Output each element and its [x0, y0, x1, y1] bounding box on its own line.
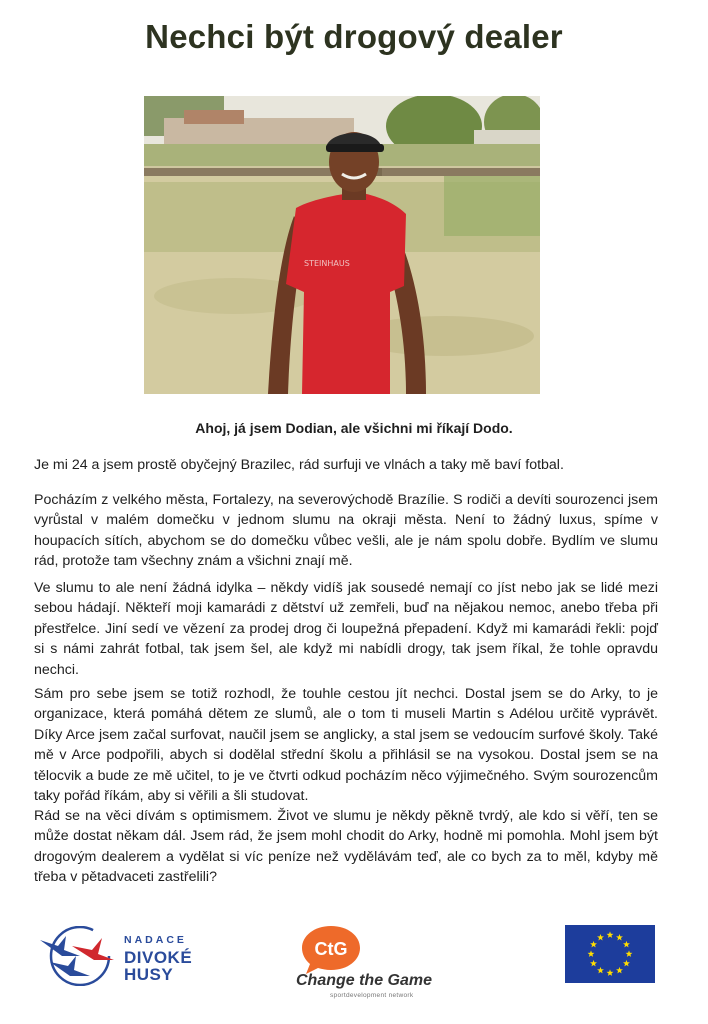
paragraph: Sám pro sebe jsem se totiž rozhodl, že touhle cestou jít nechci. Dostal jsem se do Arky, to je organizace, která pomáhá dětem ze slumů, ale o tom ti museli Martin s Adélou určitě vyprávět. Díky Arce jsem začal surfovat, naučil jsem se anglicky, a stal jsem se vedoucím surfové školy. Také mě v Arce podpořili, abych si dodělal střední školu a přihlásil se na vysokou. Dostal jsem se na tělocvik a bude ze mě učitel, to je ve čtvrti odkud pocházím něco výjimečného. Svým sourozencům taky pořád říkám, aby si věřili a šli studovat.: [34, 686, 658, 805]
eu-star-icon: [607, 969, 614, 976]
paragraph: Je mi 24 a jsem prostě obyčejný Brazilec, rád surfuji ve vlnách a taky mě baví fotbal.: [34, 457, 564, 473]
husy-line3: HUSY: [124, 965, 174, 984]
husy-wordmark: [124, 932, 192, 983]
geese-icon: [36, 926, 122, 986]
eu-star-icon: [626, 950, 633, 957]
eu-star-icon: [590, 941, 597, 948]
ctg-tagline: sportdevelopment network: [330, 992, 414, 999]
photo-caption: Ahoj, já jsem Dodian, ale všichni mi říkají Dodo.: [195, 420, 513, 436]
speech-bubble-icon: [300, 924, 362, 976]
paragraph: Pocházím z velkého města, Fortalezy, na severovýchodě Brazílie. S rodiči a devíti sourozenci jsem vyrůstal v malém domečku v jednom slumu na okraji města. Není to žádný luxus, spíme v houpacích sítích, abychom se do domečku vůbec vešli, ale je nám spolu dobře. Bydlím ve slumu rád, protože tam všechny znám a všichni znají mě.: [34, 492, 658, 570]
eu-star-icon: [616, 967, 623, 974]
shirt-print: STEINHAUS: [304, 259, 350, 268]
eu-star-icon: [597, 934, 604, 941]
eu-flag-icon: [565, 925, 655, 983]
eu-star-icon: [607, 931, 614, 938]
logo-change-the-game: [284, 924, 450, 1004]
eu-star-icon: [623, 941, 630, 948]
husy-line2: DIVOKÉ: [124, 948, 193, 967]
paragraph: Rád se na věci dívám s optimismem. Život ve slumu je někdy pěkně tvrdý, ale kdo si věří, ten se může dostat někam dál. Jsem rád, že jsem mohl chodit do Arky, hodně mi pomohla. Mohl jsem být drogovým dealerem a vydělat si víc peníze než vydělávám teď, ale co bych za to měl, kdyby mě třeba v pětadvaceti zastřelili?: [34, 808, 658, 886]
eu-star-icon: [623, 960, 630, 967]
eu-star-icon: [616, 934, 623, 941]
ctg-wordmark: Change the Game: [295, 972, 433, 989]
paragraph: Ve slumu to ale není žádná idylka – někdy vidíš jak sousedé nemají co jíst nebo jak se lidé mezi sebou hádají. Někteří moji kamarádi z dětství už zemřeli, buď na nějakou nemoc, anebo třeba při přestřelce. Jiní sedí ve vězení za prodej drog či loupežná přepadení. Když mi kamarádi řekli: pojď si s námi zahrát fotbal, tak jsem šel, ale když mi nabídli drogy, tak jsem říkal, že tohle opravdu nechci.: [34, 580, 658, 678]
logo-divoke-husy: [36, 926, 206, 986]
eu-star-icon: [597, 967, 604, 974]
eu-star-icon: [590, 960, 597, 967]
eu-star-icon: [588, 950, 595, 957]
portrait-photo: [144, 96, 540, 394]
ctg-mark: CtG: [314, 939, 348, 959]
page-title: Nechci být drogový dealer: [145, 18, 563, 55]
husy-line1: NADACE: [124, 934, 187, 946]
